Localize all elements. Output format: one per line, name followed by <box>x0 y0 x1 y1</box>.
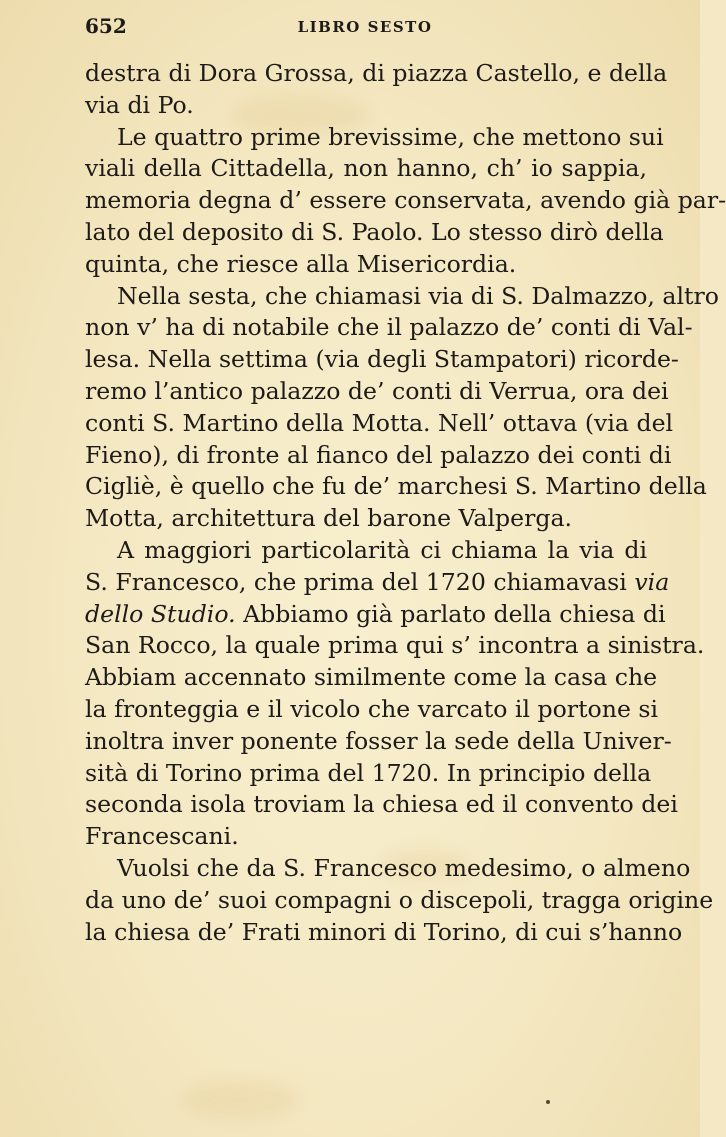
body-text <box>85 58 726 948</box>
text-line: quinta, che riesce alla Misericordia. <box>85 249 517 278</box>
text-line: conti S. Martino della Motta. Nell’ ottava (via del <box>85 408 674 437</box>
running-head <box>85 10 645 44</box>
text-line: la fronteggia e il vicolo che varcato il portone si <box>85 694 659 723</box>
text-line: Abbiam accennato similmente come la casa che <box>85 663 658 692</box>
page-number: 652 <box>85 14 127 38</box>
text-line: via di Po. <box>85 90 194 119</box>
text-line: Fieno), di fronte al fianco del palazzo dei conti di <box>85 440 672 469</box>
italic-text: via <box>634 567 670 596</box>
text-line: Francescani. <box>85 822 239 851</box>
text-line: la chiesa de’ Frati minori di Torino, di cui s’hanno <box>85 917 683 946</box>
text-line: lesa. Nella settima (via degli Stampatori) ricorde- <box>85 345 679 374</box>
text-line: Nella sesta, che chiamasi via di S. Dalmazzo, altro <box>117 281 719 310</box>
text-segment: S. Francesco, che prima del 1720 chiamavasi <box>85 567 635 596</box>
text-line: San Rocco, la quale prima qui s’ incontra a sinistra. <box>85 631 705 660</box>
text-line: Vuolsi che da S. Francesco medesimo, o almeno <box>117 853 691 882</box>
text-line: Cigliè, è quello che fu de’ marchesi S. Martino della <box>85 472 707 501</box>
italic-text: dello Studio. <box>85 599 236 628</box>
text-line <box>85 567 670 599</box>
text-line: da uno de’ suoi compagni o discepoli, tragga origine <box>85 885 714 914</box>
text-line: destra di Dora Grossa, di piazza Castello, e della <box>85 59 668 87</box>
paper-stain <box>180 1080 300 1120</box>
ink-dot <box>546 1100 550 1104</box>
text-line <box>85 599 666 631</box>
running-title: LIBRO SESTO <box>297 18 433 36</box>
text-line: Motta, architettura del barone Valperga. <box>85 504 573 533</box>
text-line: lato del deposito di S. Paolo. Lo stesso dirò della <box>85 217 664 246</box>
text-line: remo l’antico palazzo de’ conti di Verrua, ora dei <box>85 376 669 405</box>
text-line: A maggiori particolarità ci chiama la via di <box>117 535 647 564</box>
text-line: sità di Torino prima del 1720. In principio della <box>85 758 652 787</box>
text-segment: Abbiamo già parlato della chiesa di <box>235 599 666 628</box>
text-line: viali della Cittadella, non hanno, ch’ io sappia, <box>85 154 647 183</box>
text-line: Le quattro prime brevissime, che mettono sui <box>117 122 664 151</box>
text-line: non v’ ha di notabile che il palazzo de’ conti di Val- <box>85 313 693 342</box>
text-line: seconda isola troviam la chiesa ed il convento dei <box>85 790 678 819</box>
text-line: inoltra inver ponente fosser la sede della Univer- <box>85 726 672 755</box>
text-line: memoria degna d’ essere conservata, avendo già par- <box>85 186 726 215</box>
